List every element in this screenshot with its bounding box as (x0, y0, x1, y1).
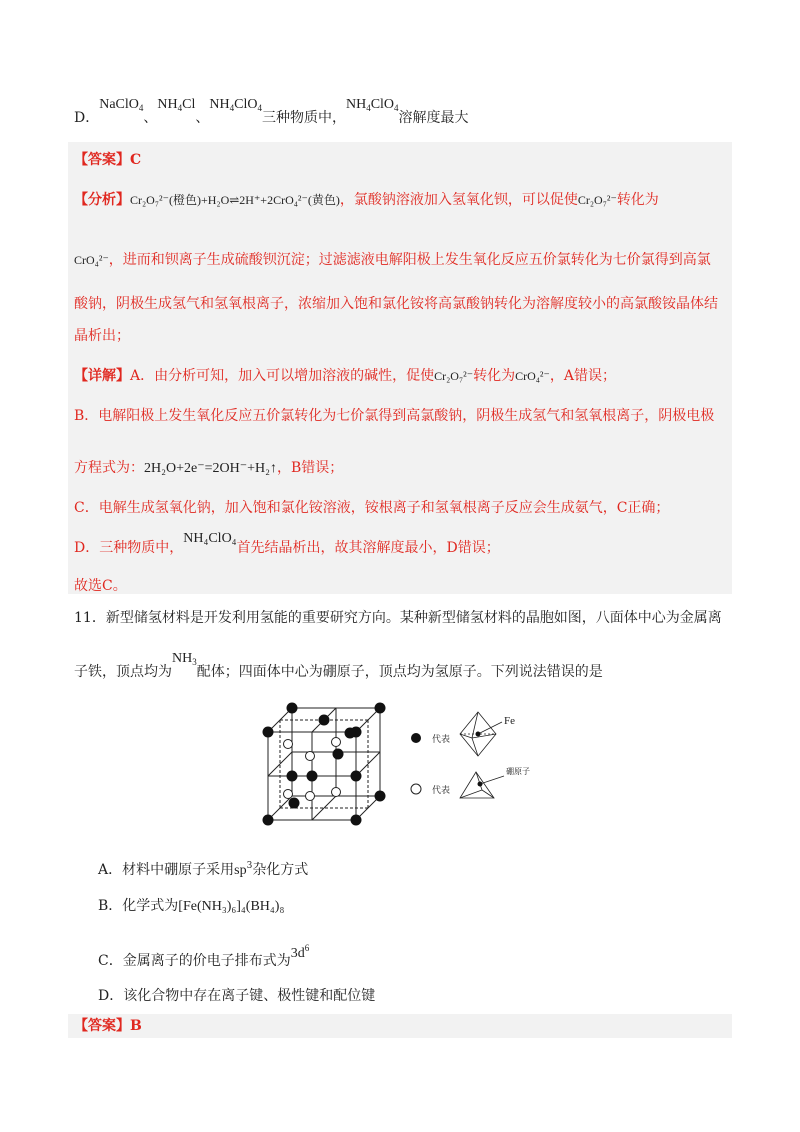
fe-label: Fe (504, 715, 515, 727)
octahedron-icon (460, 712, 502, 756)
boron-label: 硼原子 (506, 767, 530, 776)
detail-b-1: B．电解阳极上发生氧化反应五价氯转化为七价氯得到高氯酸钠，阴极生成氢气和氢氧根离子，阴极电极 (74, 408, 715, 424)
q11-option-b: B．化学式为[Fe(NH₃)₆]₄(BH₄)₈ (98, 898, 285, 914)
conclusion: 故选C。 (74, 578, 127, 594)
legend-open-label: 代表 (432, 786, 451, 796)
detail-c: C．电解生成氢氧化钠，加入饱和氯化铵溶液，铵根离子和氢氧根离子反应会生成氨气，C正确； (74, 500, 670, 516)
q11-option-a: A．材料中硼原子采用$sp^3$杂化方式 (98, 861, 309, 878)
formula-naclo4: NaClO$_4$ (99, 97, 144, 113)
formula-nh4cl: $NH_4Cl$ (157, 97, 196, 113)
crystal-cell-figure (250, 690, 550, 835)
detail-b-2: 方程式为：2H₂O+2e⁻=2OH⁻+H₂↑，B错误； (74, 460, 344, 476)
legend-filled-label: 代表 (432, 735, 451, 745)
legend-open-dot (411, 784, 421, 794)
formula-nh4clo4-b: $NH_4ClO_4$ (345, 97, 399, 113)
q11-option-c: C．金属离子的价电子排布式为$3d^6$ (98, 943, 310, 969)
legend-filled-dot (411, 733, 421, 743)
q11-stem-1: 11．新型储氢材料是开发利用氢能的重要研究方向。某种新型储氢材料的晶胞如图，八面体中心为金属离 (74, 610, 722, 626)
equilibrium-equation: Cr₂O₇²⁻(橙色)+H₂O⇌2H⁺+2CrO₄²⁻(黄色) (130, 193, 340, 207)
analysis-line-2: CrO₄²⁻，进而和钡离子生成硫酸钡沉淀；过滤滤液电解阳极上发生氧化反应五价氯转化为七价氯得到高氯 (74, 252, 711, 268)
q11-answer-tag: 【答案】B (74, 1018, 142, 1034)
analysis-line-1: 【分析】Cr₂O₇²⁻(橙色)+H₂O⇌2H⁺+2CrO₄²⁻(黄色)，氯酸钠溶液加入氢氧化钡，可以促使Cr₂O₇²⁻转化为 (74, 192, 659, 208)
option-d-line: D．NaClO$_4$、$NH_4Cl$、$NH_4ClO_4$三种物质中，$NH_4ClO_4$溶解度最大 (74, 97, 469, 126)
q11-option-d: D．该化合物中存在离子键、极性键和配位键 (98, 988, 376, 1004)
analysis-line-4: 晶析出； (74, 328, 130, 344)
detail-d: D．三种物质中，NH₄ClO₄首先结晶析出，故其溶解度最小，D错误； (74, 531, 500, 556)
answer-tag: 【答案】C (74, 152, 142, 168)
q11-answer-block (68, 1014, 732, 1038)
formula-nh4clo4: $NH_4ClO_4$ (209, 97, 262, 113)
analysis-line-3: 酸钠，阴极生成氢气和氢氧根离子，浓缩加入饱和氯化铵将高氯酸钠转化为溶解度较小的高氯酸铵晶体结 (74, 296, 718, 312)
detail-a: 【详解】A．由分析可知，加入可以增加溶液的碱性，促使Cr₂O₇²⁻转化为CrO₄²⁻，A错误； (74, 368, 616, 384)
q11-stem-2: 子铁，顶点均为$NH_3$配体；四面体中心为硼原子，顶点均为氢原子。下列说法错误的是 (74, 651, 603, 680)
